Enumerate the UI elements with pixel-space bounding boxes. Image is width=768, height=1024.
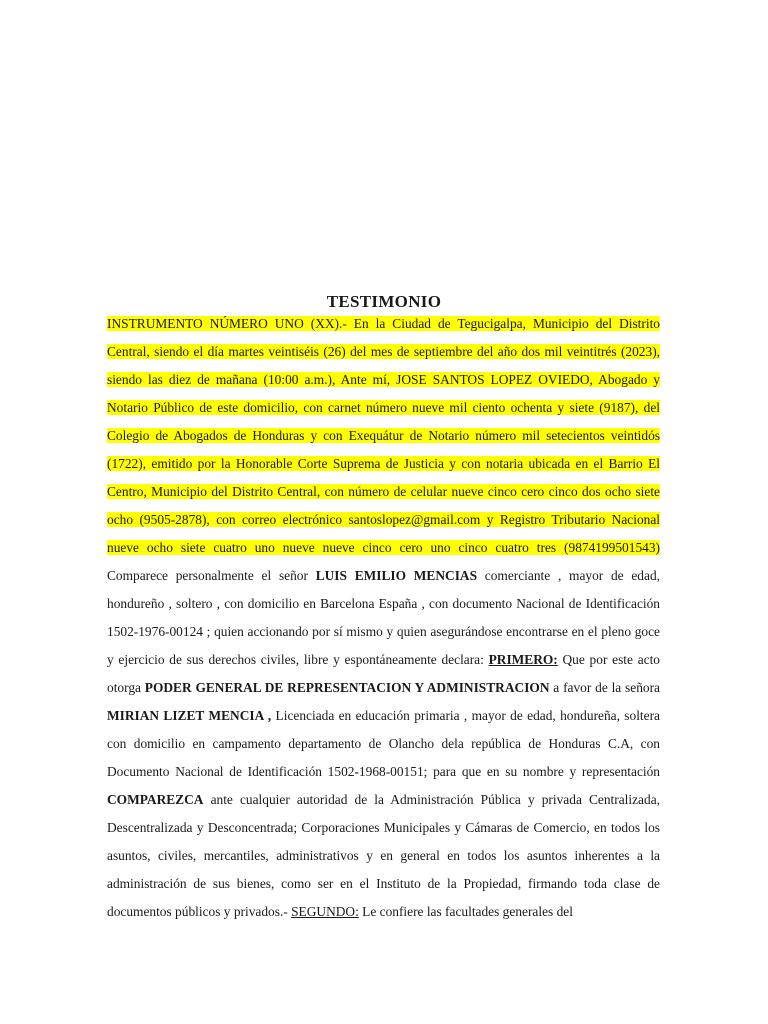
text-segundo: Le confiere las facultades generales del bbox=[358, 904, 573, 919]
text-grantor-details: comerciante , mayor de edad, hondureño , soltero , con domicilio en Barcelona España , con documento Nacional de Identificación 1502-1976-00124 ; quien accionando por sí mismo y quien asegurándose encontrarse en el pleno goce y ejercicio de sus derechos civiles, libre y espontáneamente declara: bbox=[107, 568, 660, 667]
document-body bbox=[107, 310, 660, 926]
text-attorney-details: Licenciada en educación primaria , mayor de edad, hondureña, soltera con domicilio en campamento departamento de Olancho dela república de Honduras C.A, con Documento Nacional de Identificación 1502-1968-00151; para que en su nombre y representación bbox=[107, 708, 660, 779]
clause-primero-label: PRIMERO: bbox=[488, 652, 558, 667]
power-type: PODER GENERAL DE REPRESENTACION Y ADMINISTRACION bbox=[144, 680, 550, 695]
text-favor: a favor de la señora bbox=[549, 680, 660, 695]
highlighted-instrument-text: INSTRUMENTO NÚMERO UNO (XX).- En la Ciudad de Tegucigalpa, Municipio del Distrito Central, siendo el día martes veintiséis (26) del mes de septiembre del año dos mil veintitrés (2023), siendo las diez de mañana (10:00 a.m.), Ante mí, JOSE SANTOS LOPEZ OVIEDO, Abogado y Notario Público de este domicilio, con carnet número nueve mil ciento ochenta y siete (9187), del Colegio de Abogados de Honduras y con Exequátur de Notario número mil setecientos veintidós (1722), emitido por la Honorable Corte Suprema de Justicia y con notaria ubicada en el Barrio El Centro, Municipio del Distrito Central, con número de celular nueve cinco cero cinco dos ocho siete ocho (9505-2878), con correo electrónico santoslopez@gmail.com y Registro Tributario Nacional nueve ocho siete cuatro uno nueve nueve cinco cero uno cinco cuatro tres (9874199501543) bbox=[107, 316, 660, 555]
clause-segundo-label: SEGUNDO: bbox=[291, 904, 359, 919]
text-authorities: ante cualquier autoridad de la Administración Pública y privada Centralizada, Descentralizada y Desconcentrada; Corporaciones Municipales y Cámaras de Comercio, en todos los asuntos, civiles, mercantiles, administrativos y en general en todos los asuntos inherentes a la administración de sus bienes, como ser en el Instituto de la Propiedad, firmando toda clase de documentos públicos y privados.- bbox=[107, 792, 660, 919]
grantor-name: LUIS EMILIO MENCIAS bbox=[315, 568, 478, 583]
comparezca-word: COMPAREZCA bbox=[107, 792, 204, 807]
text-comparece: Comparece personalmente el señor bbox=[107, 568, 316, 583]
text-otorga: Que por este acto otorga bbox=[107, 652, 661, 695]
attorney-name: MIRIAN LIZET MENCIA , bbox=[107, 708, 272, 723]
document-title: TESTIMONIO bbox=[326, 292, 442, 311]
